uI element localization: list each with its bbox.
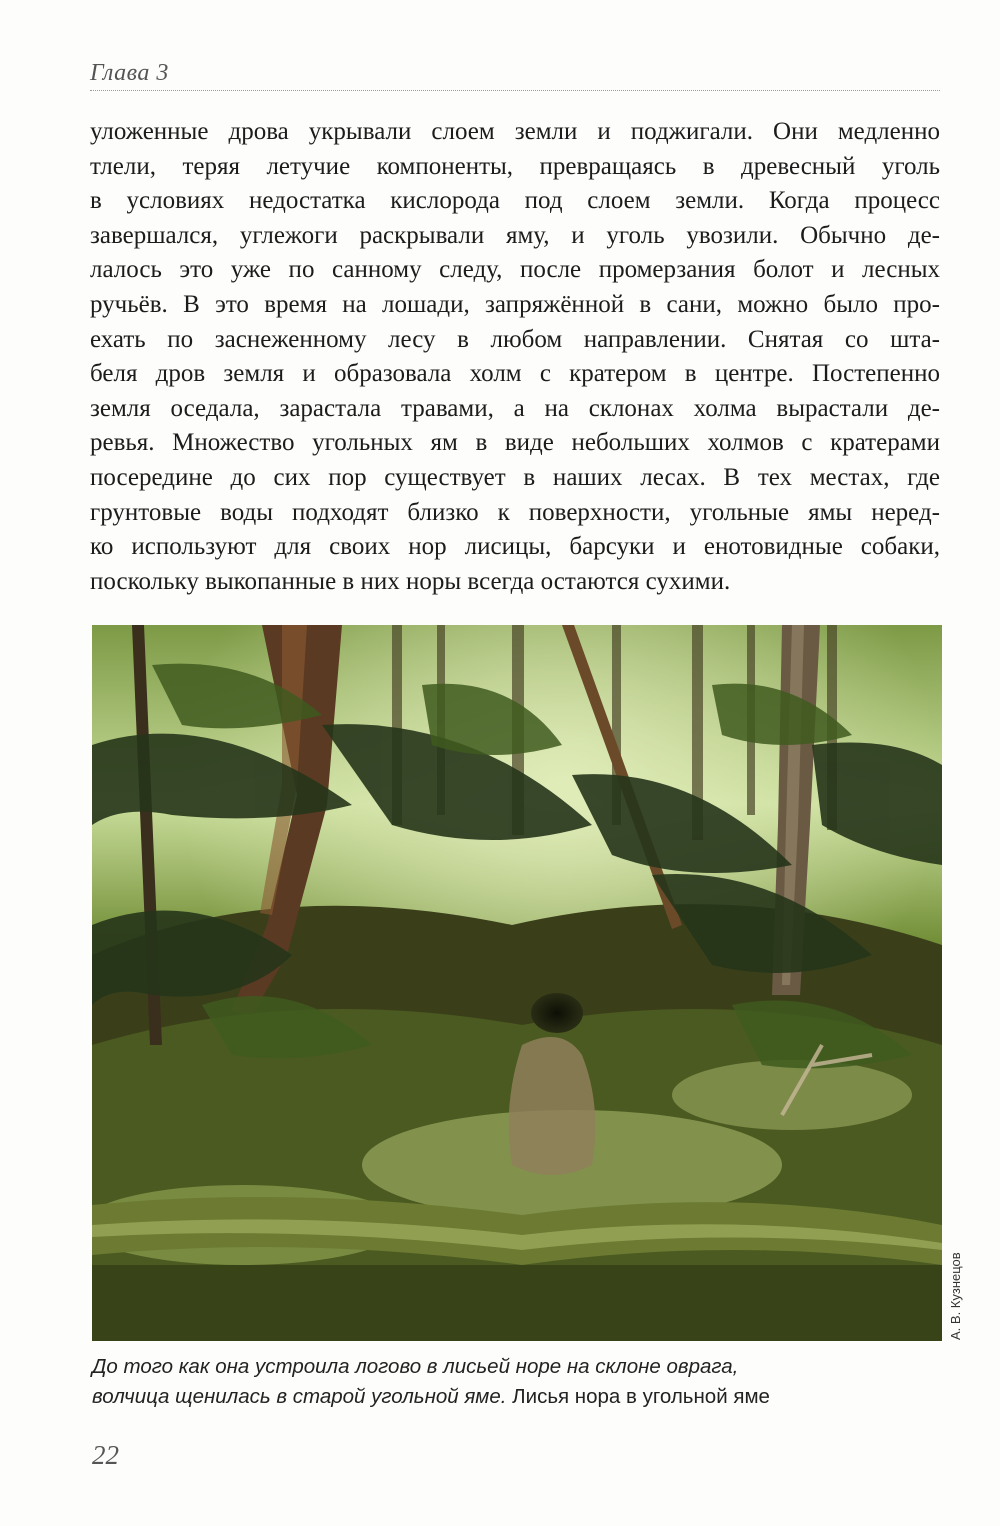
caption-plain-text: Лисья нора в угольной яме [506,1385,770,1408]
body-line: ехать по заснеженному лесу в любом направлении. Снятая со шта- [90,325,940,353]
running-head: Глава 3 [90,60,169,86]
body-line: посередине до сих пор существует в наших лесах. В тех местах, где [90,463,940,491]
forest-photo [92,625,942,1341]
body-line: в условиях недостатка кислорода под слоем земли. Когда процесс [90,187,940,215]
body-line: уложенные дрова укрывали слоем земли и поджигали. Они медленно [90,118,940,145]
forest-photo-illustration [92,625,942,1341]
body-line: земля оседала, зарастала травами, а на склонах холма вырастали де- [90,394,940,422]
caption-italic-text: До того как она устроила логово в лисьей норе на склоне оврага, [92,1355,739,1378]
caption-line [92,1382,942,1412]
caption-italic-text: волчица щенилась в старой угольной яме. [92,1385,507,1408]
body-line: ко используют для своих нор лисицы, барсуки и енотовидные собаки, [90,533,940,561]
body-line: завершался, углежоги раскрывали яму, и уголь увозили. Обычно де- [90,221,940,249]
caption-line [92,1352,942,1382]
figure-caption [92,1352,942,1412]
body-text [90,115,940,599]
body-line: лалось это уже по санному следу, после промерзания болот и лесных [90,256,940,284]
body-line: тлели, теряя летучие компоненты, превращаясь в древесный уголь [90,152,940,180]
body-line: беля дров земля и образовала холм с кратером в центре. Постепенно [90,360,940,388]
photo-credit: А. В. Кузнецов [948,1252,963,1340]
body-line: ручьёв. В это время на лошади, запряжённой в сани, можно было про- [90,290,940,318]
body-line: ревья. Множество угольных ям в виде небольших холмов с кратерами [90,429,940,457]
page-number: 22 [92,1440,119,1470]
body-line: грунтовые воды подходят близко к поверхности, угольные ямы неред- [90,498,940,526]
header-divider [90,90,940,91]
body-line: поскольку выкопанные в них норы всегда остаются сухими. [90,567,731,595]
